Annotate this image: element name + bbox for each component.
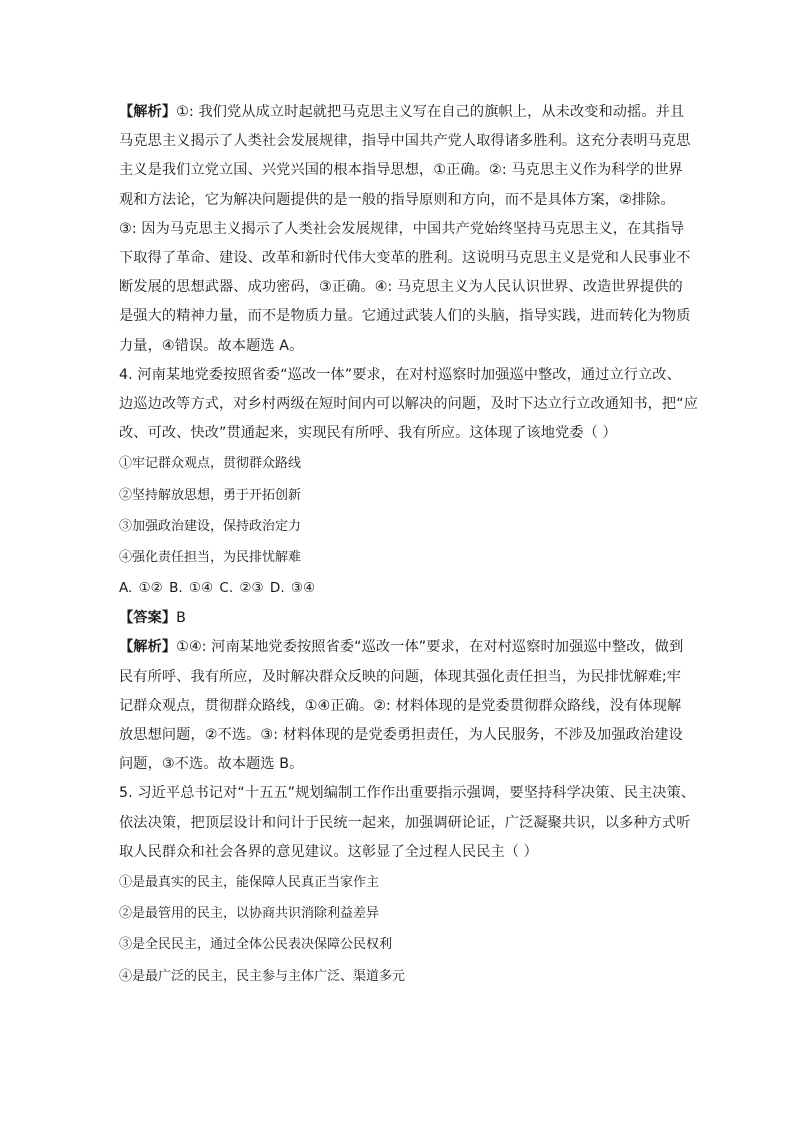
analysis-line: 记群众观点，贯彻群众路线，①④正确。②: 材料体现的是党委贯彻群众路线，没有体现解 [119,697,682,714]
option-4: ④强化责任担当，为民排忧解难 [119,550,302,566]
analysis-label: 【解析】 [119,639,177,656]
analysis-line: 问题，③不选。故本题选 B。 [119,756,304,773]
answer-line [119,604,679,633]
option-2: ②坚持解放思想，勇于开拓创新 [119,487,302,503]
analysis-line: 断发展的思想武器、成功密码，③正确。④: 马克思主义为人民认识世界、改造世界提供的 [119,279,683,296]
option-3: ③是全民民主，通过全体公民表决保障公民权利 [119,937,393,953]
analysis-line: 马克思主义揭示了人类社会发展规律，指导中国共产党人取得诸多胜利。这充分表明马克思 [119,133,691,150]
analysis-line: 是强大的精神力量，而不是物质力量。它通过武装人们的头脑，指导实践，进而转化为物质 [119,308,691,325]
analysis-line: 力量，④错误。故本题选 A。 [119,337,304,354]
analysis-line: 主义是我们立党立国、兴党兴国的根本指导思想，①正确。②: 马克思主义作为科学的世界 [119,162,683,179]
option-4: ④是最广泛的民主，民主参与主体广泛、渠道多元 [119,968,406,984]
analysis-line: 下取得了革命、建设、改革和新时代伟大变革的胜利。这说明马克思主义是党和人民事业不 [119,250,691,267]
answer-label: 【答案】 [119,610,177,627]
question-5 [119,779,696,991]
document-page [119,98,698,992]
analysis-line: 放思想问题，②不选。③: 材料体现的是党委勇担责任，为人民服务，不涉及加强政治建设 [119,727,683,744]
question-stem [119,779,696,867]
analysis-label: 【解析】 [119,104,177,120]
question-line: 5. 习近平总书记对“十五五”规划编制工作作出重要指示强调，要坚持科学决策、民主决策、 [119,785,696,802]
question-stem [119,361,698,449]
analysis-line: 观和方法论，它为解决问题提供的是一般的指导原则和方向，而不是具体方案，②排除。 [119,191,675,208]
analysis-line: ③: 因为马克思主义揭示了人类社会发展规律，中国共产党始终坚持马克思主义，在其指导 [119,220,685,237]
analysis-paragraph [119,98,691,361]
question-line: 4. 河南某地党委按照省委“巡改一体”要求，在对村巡察时加强巡中整改，通过立行立改、 [119,366,681,383]
analysis-line: 【解析】①: 我们党从成立时起就把马克思主义写在自己的旗帜上，从未改变和动摇。并且 [119,104,685,120]
question-line: 依法决策，把顶层设计和问计于民统一起来，加强调研论证，广泛凝聚共识，以多种方式听 [119,814,691,831]
answer-value: B [176,610,186,627]
option-1: ①是最真实的民主，能保障人民真正当家作主 [119,875,380,891]
question-line: 边巡边改等方式，对乡村两级在短时间内可以解决的问题，及时下达立行立改通知书，把“应 [119,396,698,413]
option-3: ③加强政治建设，保持政治定力 [119,518,302,534]
analysis-section-1 [119,98,691,361]
analysis-line: 【解析】①④: 河南某地党委按照省委“巡改一体”要求，在对村巡察时加强巡中整改，做到 [119,639,684,656]
question-line: 取人民群众和社会各界的意见建议。这彰显了全过程人民民主（ ） [119,843,538,860]
analysis-paragraph [119,633,684,779]
analysis-line: 民有所呼、我有所应，及时解决群众反映的问题，体现其强化责任担当，为民排忧解难;牢 [119,668,682,685]
question-line: 改、可改、快改”贯通起来，实现民有所呼、我有所应。这体现了该地党委（ ） [119,425,617,442]
option-1: ①牢记群众观点，贯彻群众路线 [119,456,302,472]
answer-choices: A. ①② B. ①④ C. ②③ D. ③④ [119,580,316,597]
option-2: ②是最管用的民主，以协商共识消除利益差异 [119,906,380,922]
question-4 [119,361,698,780]
